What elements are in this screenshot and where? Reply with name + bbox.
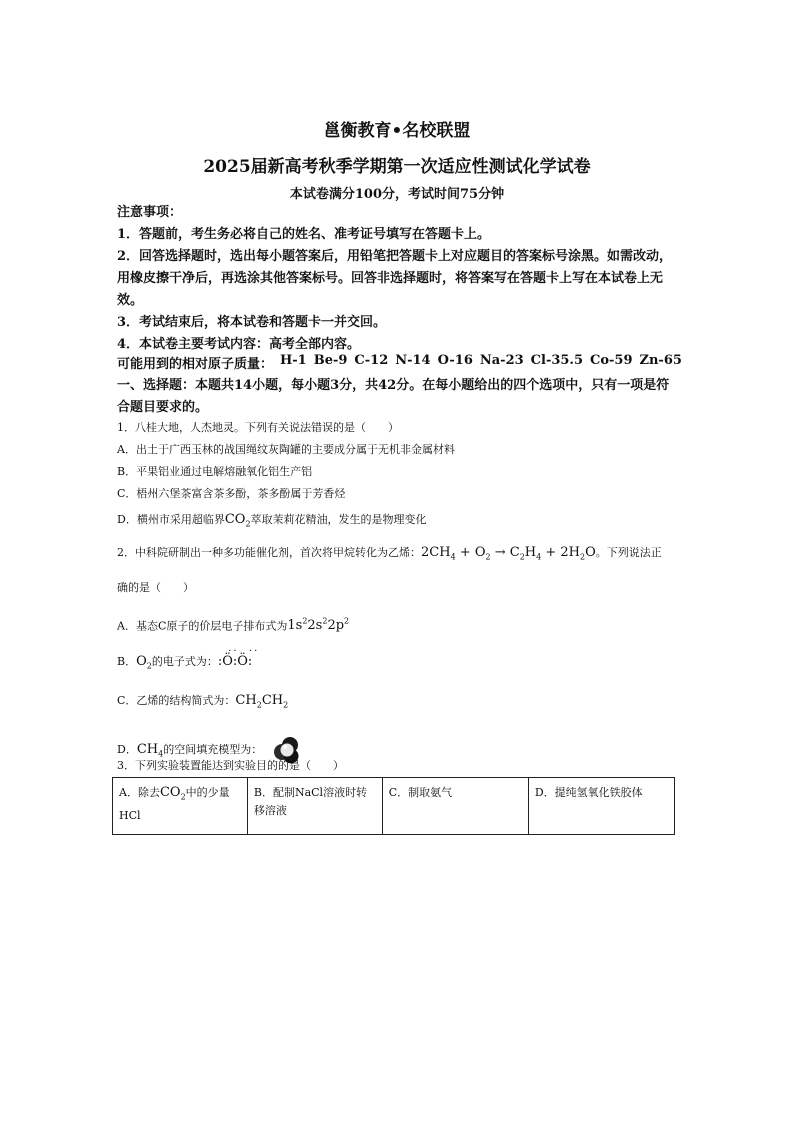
atomic-mass-item: C-12 <box>354 353 389 368</box>
q2-c-text: C．乙烯的结构简式为： <box>117 693 236 707</box>
atomic-mass-item: H-1 <box>280 353 307 368</box>
q2-stem-pre: 2．中科院研制出一种多功能催化剂，首次将甲烷转化为乙烯： <box>117 546 421 559</box>
reaction-equation: $2CH_4 + O_2 \to C_2H_4 + 2H_2O$ <box>421 545 596 562</box>
question-3 <box>117 758 682 774</box>
notice-block <box>117 202 677 356</box>
atomic-mass-item: Co-59 <box>589 353 633 368</box>
q1-option-a: A．出土于广西玉林的战国绳纹灰陶罐的主要成分属于无机非金属材料 <box>117 443 455 456</box>
formula-ch4: $CH_4$ <box>136 742 164 759</box>
notice-heading: 注意事项： <box>117 205 183 220</box>
atomic-mass-label: 可能用到的相对原子质量： <box>117 357 274 372</box>
o2-lewis-structure: ·· ·· :Ö:Ö: <box>217 645 260 669</box>
q3-option-b-cell <box>247 778 382 835</box>
q2-a-text: A．基态C原子的价层电子排布式为 <box>117 618 288 632</box>
q2-d-text-post: 的空间填充模型为： <box>163 743 263 757</box>
question-2 <box>117 545 682 765</box>
q1-option-b: B．平果铝业通过电解熔融氧化铝生产铝 <box>117 465 313 478</box>
formula-o2: $O_2$ <box>136 653 152 671</box>
q3-a-text-post: 中的少量 <box>185 786 230 799</box>
q3-option-d-cell <box>528 778 674 835</box>
atomic-mass-item: Cl-35.5 <box>530 353 583 368</box>
q3-stem: 3．下列实验装置能达到实验目的的是（ ） <box>117 759 344 772</box>
q3-b-text-line2: 移溶液 <box>253 804 287 817</box>
q2-stem-line2: 确的是（ ） <box>117 580 194 594</box>
q3-option-a-cell <box>113 778 248 835</box>
q2-option-c <box>117 693 682 714</box>
atomic-mass-item: N-14 <box>395 353 431 368</box>
notice-item-4: 4．本试卷主要考试内容：高考全部内容。 <box>117 337 361 352</box>
table-row <box>113 778 675 835</box>
notice-item-2: 2．回答选择题时，选出每小题答案后，用铅笔把答题卡上对应题目的答案标号涂黑。如需改动，用橡皮擦干净后，再选涂其他答案标号。回答非选择题时，将答案写在答题卡上写在本试卷上无效。 <box>117 249 673 308</box>
q1-d-text-pre: D．横州市采用超临界 <box>117 513 225 526</box>
q3-options-table <box>112 777 675 835</box>
q1-option-d <box>117 512 682 533</box>
q2-stem <box>117 545 682 566</box>
q2-b-text-mid: 的电子式为： <box>151 654 218 668</box>
ethylene-formula: $CH_2CH_2$ <box>235 692 289 710</box>
q1-d-text-post: 萃取茉莉花精油，发生的是物理变化 <box>250 513 427 526</box>
question-1 <box>117 420 682 533</box>
org-title: 邕衡教育•名校联盟 <box>323 121 471 141</box>
notice-item-3: 3．考试结束后，将本试卷和答题卡一并交回。 <box>117 315 387 330</box>
q3-c-text: C．制取氨气 <box>388 786 453 799</box>
q2-b-text-pre: B． <box>117 654 137 668</box>
section-heading: 一、选择题：本题共14小题，每小题3分，共42分。在每小题给出的四个选项中，只有一项是符合题目要求的。 <box>117 378 670 415</box>
formula-co2: $CO_2$ <box>159 785 186 802</box>
q2-option-b <box>117 645 682 675</box>
q3-a-text-pre: A．除去 <box>119 786 160 799</box>
electron-configuration: $1s^22s^22p^2$ <box>287 616 350 633</box>
formula-co2: $CO_2$ <box>224 512 251 529</box>
atomic-mass-item: Na-23 <box>479 353 524 368</box>
q1-option-c: C．梧州六堡茶富含茶多酚，茶多酚属于芳香烃 <box>117 487 346 500</box>
q2-stem-post: 。下列说法正 <box>595 546 662 559</box>
q3-option-c-cell <box>382 778 528 835</box>
q2-option-a <box>117 614 682 634</box>
atomic-mass-item: O-16 <box>437 353 473 368</box>
q1-stem: 1．八桂大地，人杰地灵。下列有关说法错误的是（ ） <box>117 421 399 434</box>
q3-a-text-line2: HCl <box>119 808 141 822</box>
atomic-mass-line <box>117 353 682 372</box>
atomic-mass-item: Zn-65 <box>639 353 682 368</box>
atomic-mass-item: Be-9 <box>313 353 348 368</box>
exam-title: 2025届新高考秋季学期第一次适应性测试化学试卷 <box>203 157 591 177</box>
notice-item-1: 1．答题前，考生务必将自己的姓名、准考证号填写在答题卡上。 <box>117 227 491 242</box>
q3-b-text: B．配制NaCl溶液时转 <box>253 786 368 799</box>
score-time-line: 本试卷满分100分，考试时间75分钟 <box>289 187 505 202</box>
q3-d-text: D．提纯氢氧化铁胶体 <box>534 786 643 799</box>
q2-d-text-pre: D． <box>117 743 137 757</box>
